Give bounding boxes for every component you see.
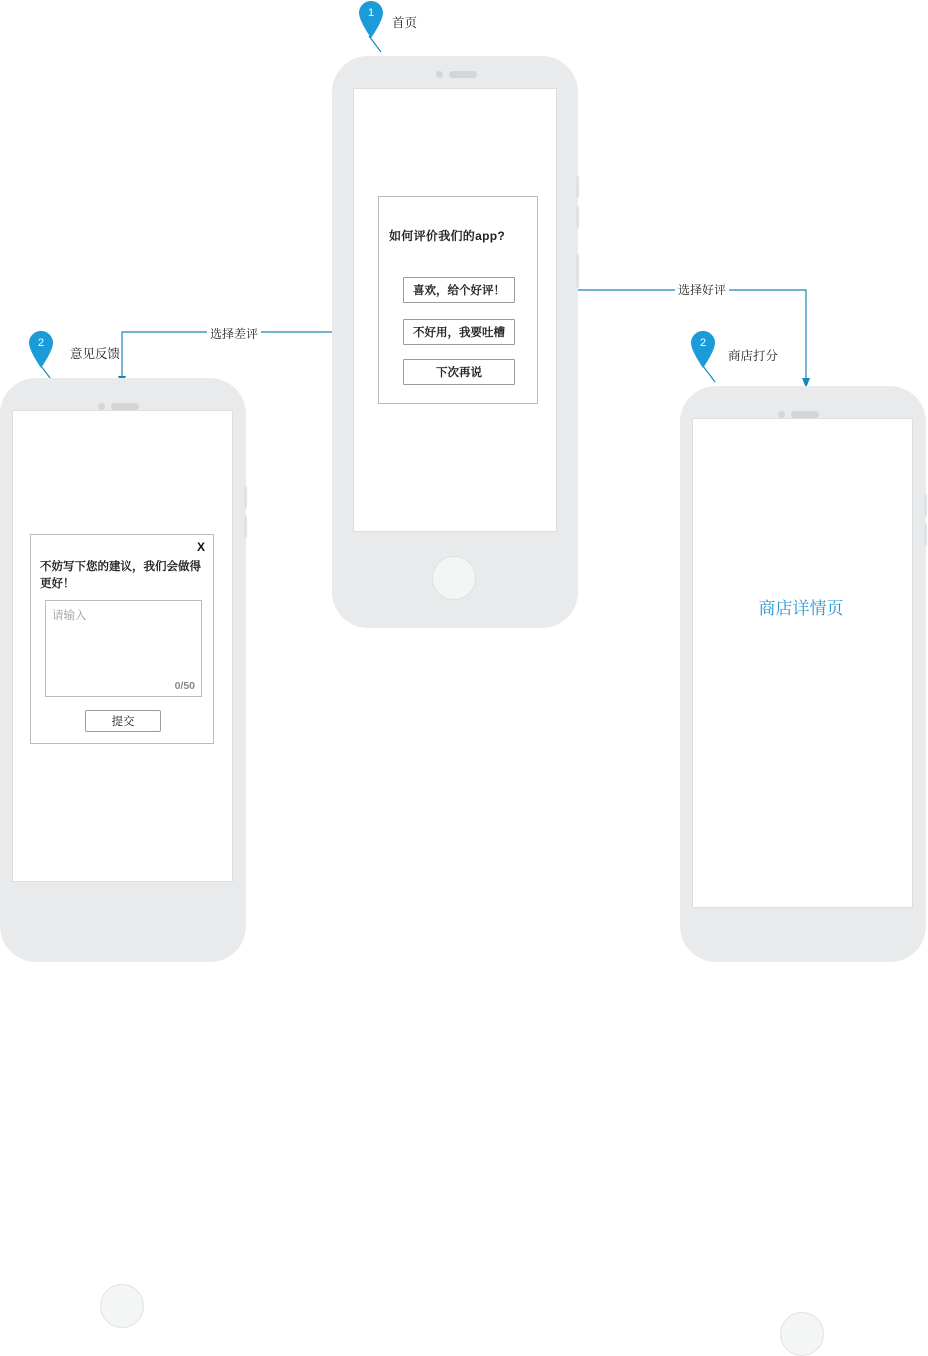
camera-dot-icon <box>778 411 785 418</box>
connector-label-bad-review: 选择差评 <box>207 325 261 342</box>
marker-pin-1-label: 首页 <box>392 16 418 30</box>
rate-app-dialog <box>378 196 538 404</box>
marker-pin-1-number: 1 <box>367 7 375 19</box>
speaker-bar-icon <box>791 411 819 418</box>
marker-pin-2-label: 意见反馈 <box>70 347 121 361</box>
volume-up-button[interactable] <box>924 494 927 516</box>
camera-dot-icon <box>436 71 443 78</box>
rate-option-later-button[interactable]: 下次再说 <box>403 359 515 385</box>
close-icon[interactable]: X <box>196 540 205 554</box>
feedback-textarea-placeholder: 请输入 <box>52 610 87 622</box>
volume-up-button[interactable] <box>576 176 579 198</box>
store-detail-page-title: 商店详情页 <box>758 599 844 618</box>
marker-pin-2 <box>28 330 58 370</box>
rate-option-like-button[interactable]: 喜欢，给个好评！ <box>403 277 515 303</box>
marker-pin-3-label: 商店打分 <box>728 349 779 363</box>
speaker-bar-icon <box>111 403 139 410</box>
feedback-dialog <box>30 534 214 744</box>
marker-pin-2-number: 2 <box>37 337 45 349</box>
marker-pin-3-number: 2 <box>699 337 707 349</box>
home-button[interactable] <box>100 1284 144 1328</box>
camera-dot-icon <box>98 403 105 410</box>
character-counter: 0/50 <box>174 680 195 692</box>
volume-down-button[interactable] <box>924 524 927 546</box>
phone-store-frame <box>680 386 926 962</box>
submit-button[interactable]: 提交 <box>85 710 161 732</box>
volume-down-button[interactable] <box>244 516 247 538</box>
rate-dialog-title: 如何评价我们的app? <box>389 229 505 243</box>
marker-pin-3 <box>690 330 720 370</box>
connector-label-good-review: 选择好评 <box>675 281 729 298</box>
speaker-bar-icon <box>449 71 477 78</box>
feedback-dialog-title: 不妨写下您的建议，我们会做得更好！ <box>40 561 201 590</box>
home-button[interactable] <box>780 1312 824 1356</box>
home-button[interactable] <box>432 556 476 600</box>
power-button[interactable] <box>576 254 579 288</box>
rate-option-dislike-button[interactable]: 不好用，我要吐槽 <box>403 319 515 345</box>
volume-down-button[interactable] <box>576 206 579 228</box>
feedback-textarea[interactable] <box>45 600 202 697</box>
marker-pin-1 <box>358 0 388 40</box>
volume-up-button[interactable] <box>244 486 247 508</box>
store-screen <box>692 418 913 908</box>
